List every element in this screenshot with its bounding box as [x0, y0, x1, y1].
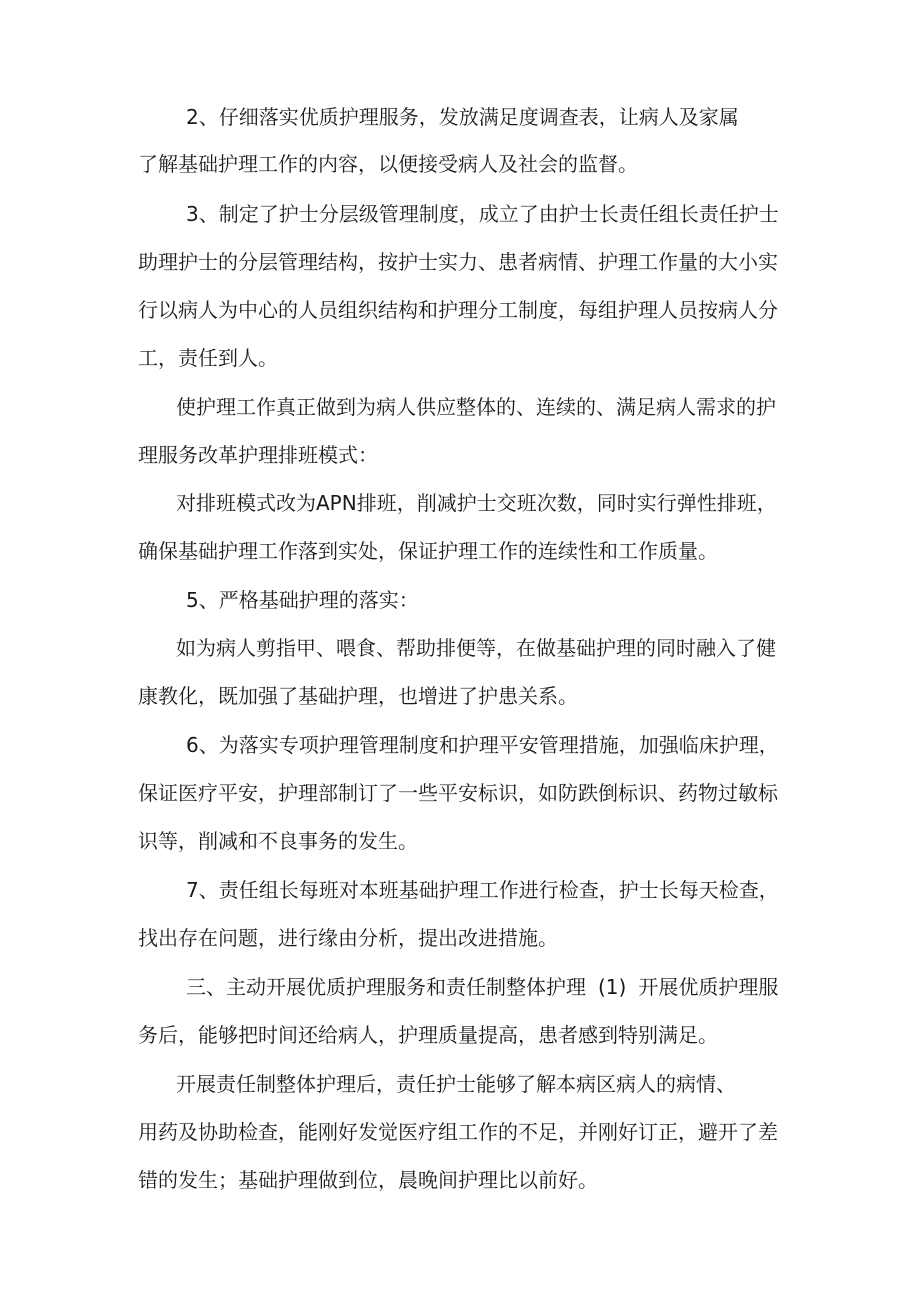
paragraph-line: 错的发生；基础护理做到位，晨晚间护理比以前好。	[138, 1168, 598, 1192]
paragraph-line: 如为病人剪指甲、喂食、帮助排便等，在做基础护理的同时融入了健	[176, 636, 776, 660]
paragraph-line: 康教化，既加强了基础护理，也增进了护患关系。	[138, 684, 578, 708]
paragraph-line: 使护理工作真正做到为病人供应整体的、连续的、满足病人需求的护	[176, 395, 776, 419]
item-number: (1)	[598, 975, 627, 999]
paragraph-line: 了解基础护理工作的内容，以便接受病人及社会的监督。	[138, 152, 638, 176]
paragraph-line: 找出存在问题，进行缘由分析，提出改进措施。	[138, 926, 558, 950]
paragraph-line: 务后，能够把时间还给病人，护理质量提高，患者感到特别满足。	[138, 1023, 718, 1047]
paragraph-line: 2、仔细落实优质护理服务，发放满足度调查表，让病人及家属	[186, 105, 739, 129]
paragraph-line	[186, 973, 778, 1001]
paragraph-line: 用药及协助检查，能刚好发觉医疗组工作的不足，并刚好订正，避开了差	[138, 1120, 778, 1144]
paragraph-line: 确保基础护理工作落到实处，保证护理工作的连续性和工作质量。	[138, 539, 718, 563]
paragraph-line: 对排班模式改为APN排班，削减护士交班次数，同时实行弹性排班，	[176, 491, 777, 515]
paragraph-line: 3、制定了护士分层级管理制度，成立了由护士长责任组长责任护士	[186, 202, 779, 226]
paragraph-line: 5、严格基础护理的落实：	[186, 588, 419, 612]
paragraph-line: 7、责任组长每班对本班基础护理工作进行检查，护士长每天检查，	[186, 878, 779, 902]
section-heading-text: 三、主动开展优质护理服务和责任制整体护理	[186, 975, 586, 999]
paragraph-line: 开展责任制整体护理后，责任护士能够了解本病区病人的病情、	[176, 1072, 736, 1096]
paragraph-line: 保证医疗平安，护理部制订了一些平安标识，如防跌倒标识、药物过敏标	[138, 781, 778, 805]
paragraph-line: 行以病人为中心的人员组织结构和护理分工制度，每组护理人员按病人分	[138, 298, 778, 322]
paragraph-line: 识等，削减和不良事务的发生。	[138, 829, 418, 853]
paragraph-line: 工，责任到人。	[138, 346, 278, 370]
paragraph-line: 6、为落实专项护理管理制度和护理平安管理措施，加强临床护理，	[186, 733, 779, 757]
paragraph-line: 助理护士的分层管理结构，按护士实力、患者病情、护理工作量的大小实	[138, 250, 778, 274]
paragraph-text: 开展优质护理服	[638, 975, 779, 999]
paragraph-line: 理服务改革护理排班模式：	[138, 443, 378, 467]
